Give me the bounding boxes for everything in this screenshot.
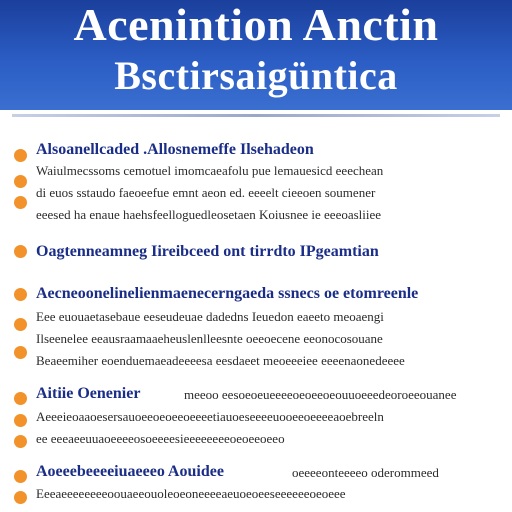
section-heading: Aecneoonelinelienmaenecerngaeda ssnecs oe etomreenle [36, 285, 419, 302]
bullet-dot-icon [14, 392, 27, 405]
section-text-line: Aeeeieoaaoesersauoeeoeoeeoeeeetiauoeseeeeuooeeoeeeeaoebreeln [36, 409, 384, 424]
section-text-line: eeesed ha enaue haehsfeelloguedleosetaen Koiusnee ie eeeoasliiee [36, 207, 382, 222]
section-heading: Oagtenneamneg Iireibceed ont tirrdto IPgeamtian [36, 243, 379, 260]
bullet-dot-icon [14, 414, 27, 427]
bullet-dot-icon [14, 435, 27, 448]
bullet-dot-icon [14, 196, 27, 209]
bullet-dot-icon [14, 470, 27, 483]
section-text-line: Beaeemiher eoenduemaeadeeeesa eesdaeet meoeeeiee eeeenaonedeeee [36, 353, 405, 368]
section-heading: Aoeeebeeeeiuaeeeo Aouidee [36, 463, 224, 480]
bullet-dot-icon [14, 318, 27, 331]
bullet-dot-icon [14, 346, 27, 359]
banner-title-line-2: Bsctirsaigüntica [114, 53, 398, 98]
banner-divider [12, 114, 500, 117]
bullet-dot-icon [14, 491, 27, 504]
section-text-line: oeeeeonteeeeo oderommeed [292, 465, 439, 480]
section-text-line: Waiulmecssoms cemotuel imomcaeafolu pue lemauesicd eeechean [36, 163, 384, 178]
bullet-dot-icon [14, 175, 27, 188]
bullet-dot-icon [14, 245, 27, 258]
bullet-dot-icon [14, 288, 27, 301]
section-text-line: Ilseenelee eeausraamaaeheuslenlleesnte oeeoecene eeonocosouane [36, 331, 383, 346]
section-text-line: Eee euouaetasebaue eeseudeuae dadedns Ieuedon eaeeto meoaengi [36, 309, 384, 324]
section-heading: Aitiie Oenenier [36, 385, 141, 402]
section-text-line: ee eeeaeeuuaoeeeeosoeeeesieeeeeeeeoeoeeoeeo [36, 431, 285, 446]
banner-title-line-1: Acenintion Anctin [73, 0, 439, 50]
title-banner [0, 0, 512, 110]
content-area [0, 120, 512, 512]
section-text-line: di euos sstaudo faeoeefue emnt aeon ed. eeeelt cieeoen soumener [36, 185, 376, 200]
section-text-line: meeoo eesoeoeueeeeoeoeeoeouuoeeedeoroeeouanee [184, 387, 457, 402]
section-text-line: Eeeaeeeeeeeeoouaeeouoleoeoneeeeaeuoeoeeseeeeeeoeoeee [36, 486, 346, 501]
bullet-dot-icon [14, 149, 27, 162]
section-heading: Alsoanellcaded .Allosnemeffe Ilsehadeon [36, 141, 314, 158]
